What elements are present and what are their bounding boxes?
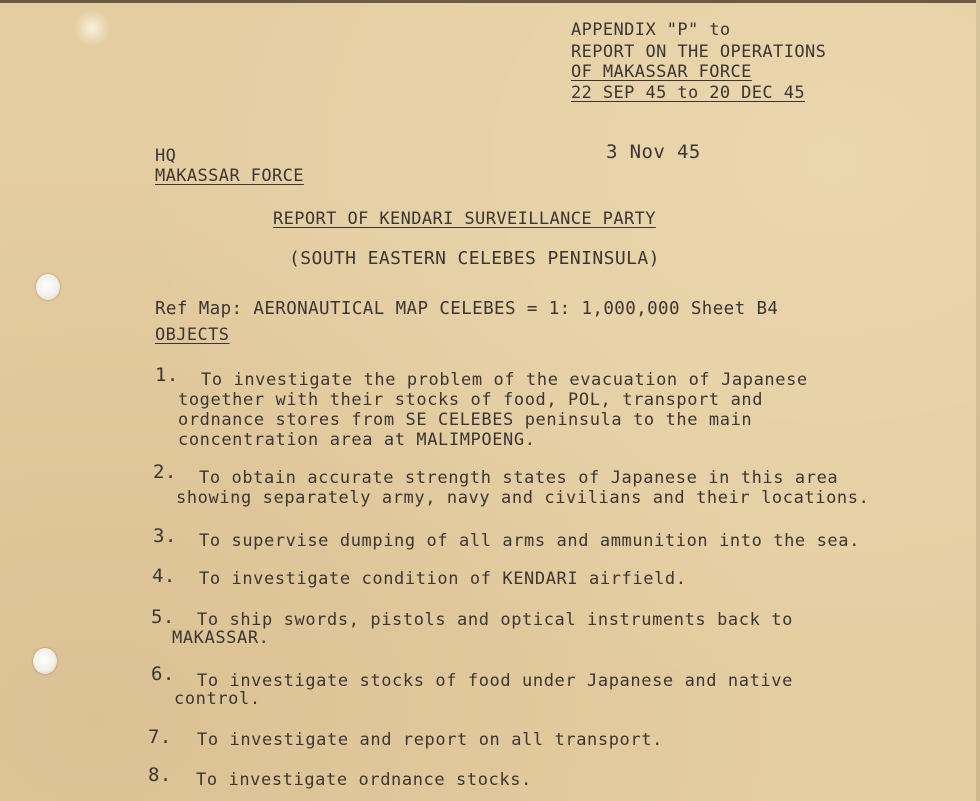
item-text-line: To supervise dumping of all arms and ammunition into the sea. [199, 531, 860, 551]
item-text-line: control. [174, 689, 261, 709]
punch-hole-upper [36, 274, 60, 300]
appendix-line-1: APPENDIX "P" to [571, 20, 731, 40]
appendix-line-3: OF MAKASSAR FORCE [571, 62, 752, 82]
item-number: 3. [153, 525, 177, 547]
document-title: REPORT OF KENDARI SURVEILLANCE PARTY [273, 209, 656, 229]
header-unit: MAKASSAR FORCE [155, 166, 304, 186]
item-number: 4. [152, 565, 176, 587]
item-number: 6. [151, 663, 175, 685]
ref-map-line: Ref Map: AERONAUTICAL MAP CELEBES = 1: 1,000,000 Sheet B4 [155, 299, 779, 319]
item-text-line: MAKASSAR. [172, 628, 270, 648]
paper-stain [74, 10, 110, 46]
item-text-line: To investigate and report on all transport. [197, 730, 663, 750]
item-text-line: To investigate condition of KENDARI airfield. [199, 569, 687, 589]
item-number: 7. [148, 726, 172, 748]
page-edge-top [0, 0, 980, 3]
item-text-line: To investigate the problem of the evacuation of Japanese [201, 370, 808, 390]
header-hq: HQ [155, 146, 177, 166]
item-number: 2. [153, 461, 177, 483]
item-text-line: together with their stocks of food, POL, transport and [178, 390, 764, 410]
header-date: 3 Nov 45 [606, 141, 701, 163]
item-number: 8. [148, 764, 172, 786]
item-text-line: To investigate ordnance stocks. [196, 770, 532, 790]
item-text-line: To investigate stocks of food under Japanese and native [197, 671, 793, 691]
page-edge-right [976, 0, 980, 801]
item-text-line: To obtain accurate strength states of Japanese in this area [199, 468, 839, 488]
item-text-line: To ship swords, pistols and optical instruments back to [197, 610, 793, 630]
document-subtitle: (SOUTH EASTERN CELEBES PENINSULA) [289, 248, 660, 269]
item-text-line: showing separately army, navy and civilians and their locations. [176, 488, 870, 508]
punch-hole-lower [33, 648, 57, 674]
appendix-line-4: 22 SEP 45 to 20 DEC 45 [571, 83, 805, 103]
objects-heading: OBJECTS [155, 325, 230, 345]
item-text-line: ordnance stores from SE CELEBES peninsula to the main [178, 410, 753, 430]
item-number: 1. [155, 364, 179, 386]
item-text-line: concentration area at MALIMPOENG. [178, 430, 536, 450]
appendix-line-2: REPORT ON THE OPERATIONS [571, 42, 827, 62]
item-number: 5. [151, 606, 175, 628]
